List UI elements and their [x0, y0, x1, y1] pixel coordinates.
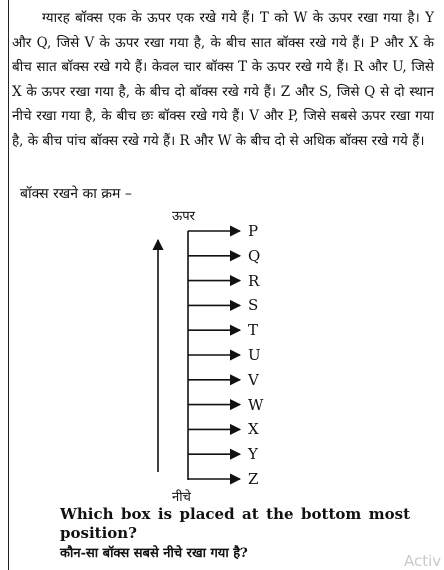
box-label: X: [248, 420, 259, 439]
box-label: W: [248, 395, 264, 414]
box-label: Z: [248, 470, 259, 488]
box-label: Q: [248, 246, 261, 265]
bottom-label: नीचे: [172, 490, 191, 505]
box-label: R: [248, 271, 260, 290]
box-label: S: [248, 296, 259, 315]
box-label: U: [248, 346, 261, 364]
box-label: V: [248, 370, 259, 389]
puzzle-paragraph: ग्यारह बॉक्स एक के ऊपर एक रखे गये हैं। T को W के ऊपर रखा गया है। Y और Q, जिसे V के ऊपर रखा गया है, के बीच सात बॉक्स रखे गये हैं। P और X के बीच सात बॉक्स रखे गये हैं। केवल चार बॉक्स T के ऊपर रखे गये हैं। R और U, जिसे X के ऊपर रखा गया है, के बीच दो बॉक्स रखे गये हैं। Z और S, जिसे Q से दो स्थान नीचे रखा गया है, के बीच छः बॉक्स रखे गये हैं। V और P, जिसे सबसे ऊपर रखा गया है, के बीच पांच बॉक्स रखे गये हैं। R और W के बीच दो से अधिक बॉक्स रखे गये हैं।: [12, 10, 434, 149]
arrangement-heading: बॉक्स रखने का क्रम –: [20, 186, 132, 202]
box-label: Y: [248, 445, 258, 464]
box-label: P: [248, 222, 259, 240]
top-label: ऊपर: [172, 209, 195, 224]
question-hindi: कौन-सा बॉक्स सबसे नीचे रखा गया है?: [60, 546, 248, 561]
question-english: Which box is placed at the bottom most position?: [60, 505, 410, 542]
box-label: T: [248, 321, 259, 340]
watermark-text: Activ: [404, 552, 442, 570]
